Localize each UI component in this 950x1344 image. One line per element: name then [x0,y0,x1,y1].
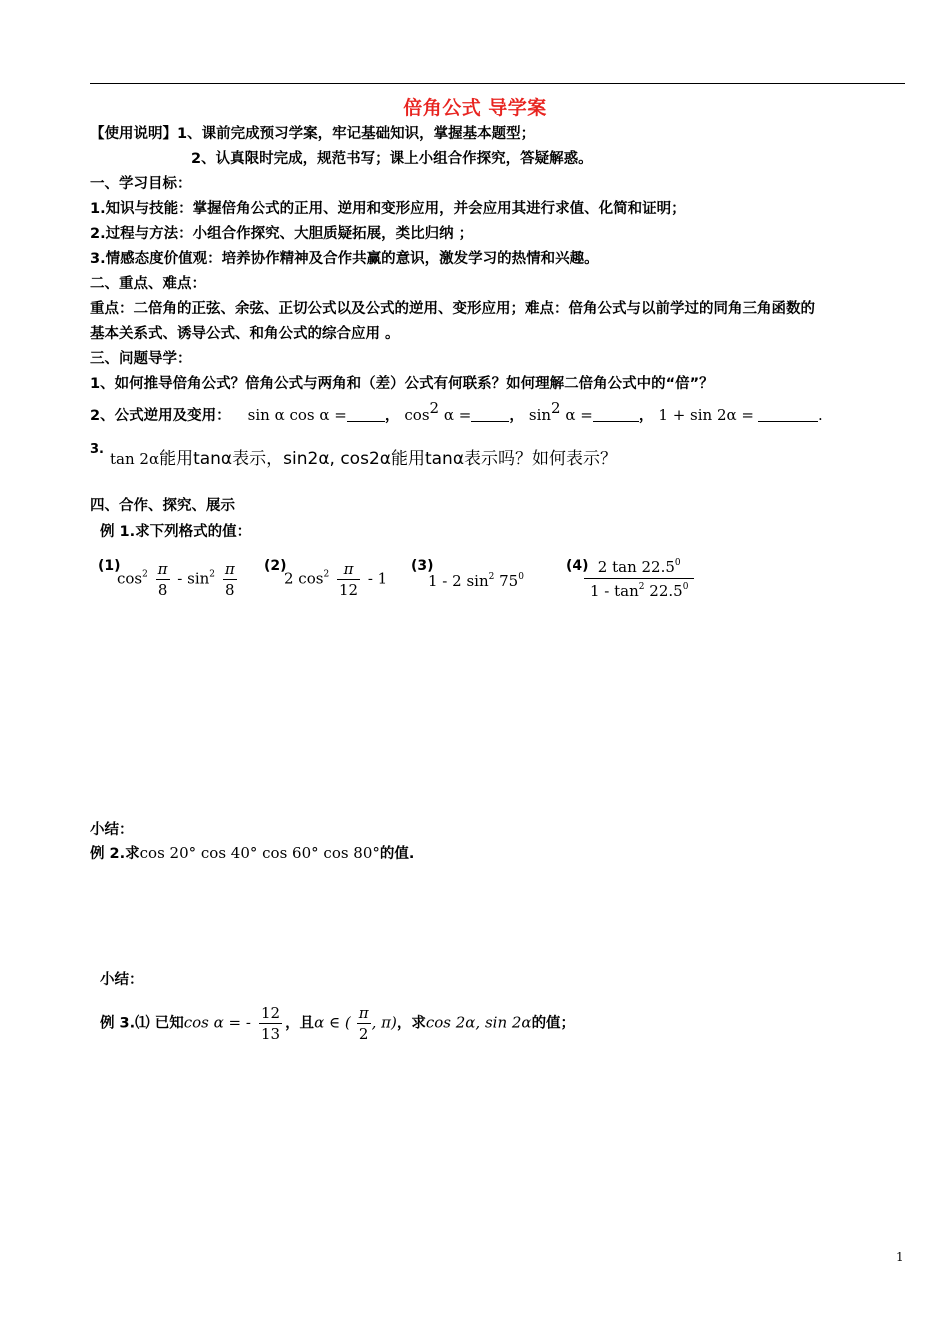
answer-blank[interactable] [593,407,639,422]
keypoint-line-2: 基本关系式、诱导公式、和角公式的综合应用 。 [90,326,400,342]
example-1-item-3: 1 - 2 $\sin^2 75^0$ [428,572,524,590]
answer-blank[interactable] [347,407,385,422]
example-3: 例 3.⑴ 已知cos α = - $\frac{12}{13}$ ，且α ∈ ( $\frac{\pi}{2}$ , π)，求cos 2α, sin 2α的值； [100,1004,576,1043]
question-3-number: 3. [90,442,104,457]
header-rule [90,83,905,84]
instructions-line-1: 【使用说明】1、课前完成预习学案，牢记基础知识，掌握基本题型； [90,126,536,142]
example-1-item-1: $\cos^2$ $\frac{\pi}{8}$ - $\sin^2$ $\frac{\pi}{8}$ [117,560,235,599]
section-2-heading: 二、重点、难点： [90,276,206,292]
keypoint-line-1: 重点：二倍角的正弦、余弦、正切公式以及公式的逆用、变形应用；难点：倍角公式与以前学过的同角三角函数的 [90,301,815,317]
section-3-heading: 三、问题导学： [90,351,192,367]
question-3: tan 2α能用tanα表示，sin2α, cos2α能用tanα表示吗？如何表示？ [110,449,618,469]
page-title: 倍角公式 导学案 [403,97,547,119]
example-2: 例 2.求cos 20° cos 40° cos 60° cos 80°的值. [90,844,415,862]
section-4-heading: 四、合作、探究、展示 [90,498,235,514]
goal-3: 3.情感态度价值观：培养协作精神及合作共赢的意识，激发学习的热情和兴趣。 [90,251,599,267]
example-1-item-4-number: (4) [566,558,589,574]
question-2: 2、公式逆用及变用： sin α cos α = ， $\cos^2 \alpha$ = ， $\sin^2 \alpha$ = ， 1 + sin 2α = . [90,399,823,424]
example-1-heading: 例 1.求下列格式的值： [100,524,252,540]
answer-blank[interactable] [471,407,509,422]
example-1-item-1-number: (1) [98,558,121,574]
section-1-heading: 一、学习目标： [90,176,192,192]
page-number: 1 [896,1250,904,1264]
question-1: 1、如何推导倍角公式？倍角公式与两角和（差）公式有何联系？如何理解二倍角公式中的“倍”？ [90,376,714,392]
goal-2: 2.过程与方法：小组合作探究、大胆质疑拓展，类比归纳 ； [90,226,474,242]
summary-1-label: 小结： [90,822,134,838]
summary-2-label: 小结： [100,972,144,988]
goal-1: 1.知识与技能：掌握倍角公式的正用、逆用和变形应用，并会应用其进行求值、化简和证明； [90,201,686,217]
example-1-item-4: $\frac{2 \tan 22.5^0}{1 - \tan^2 22.5^0}$ [584,558,694,600]
example-1-item-3-number: (3) [411,558,434,574]
answer-blank[interactable] [758,407,818,422]
instructions-label: 【使用说明】 [90,126,177,142]
instructions-line-2: 2、认真限时完成，规范书写；课上小组合作探究，答疑解惑。 [191,151,593,167]
example-1-item-2: 2 $\cos^2$ $\frac{\pi}{12}$ - 1 [284,560,388,599]
example-1-item-2-number: (2) [264,558,287,574]
